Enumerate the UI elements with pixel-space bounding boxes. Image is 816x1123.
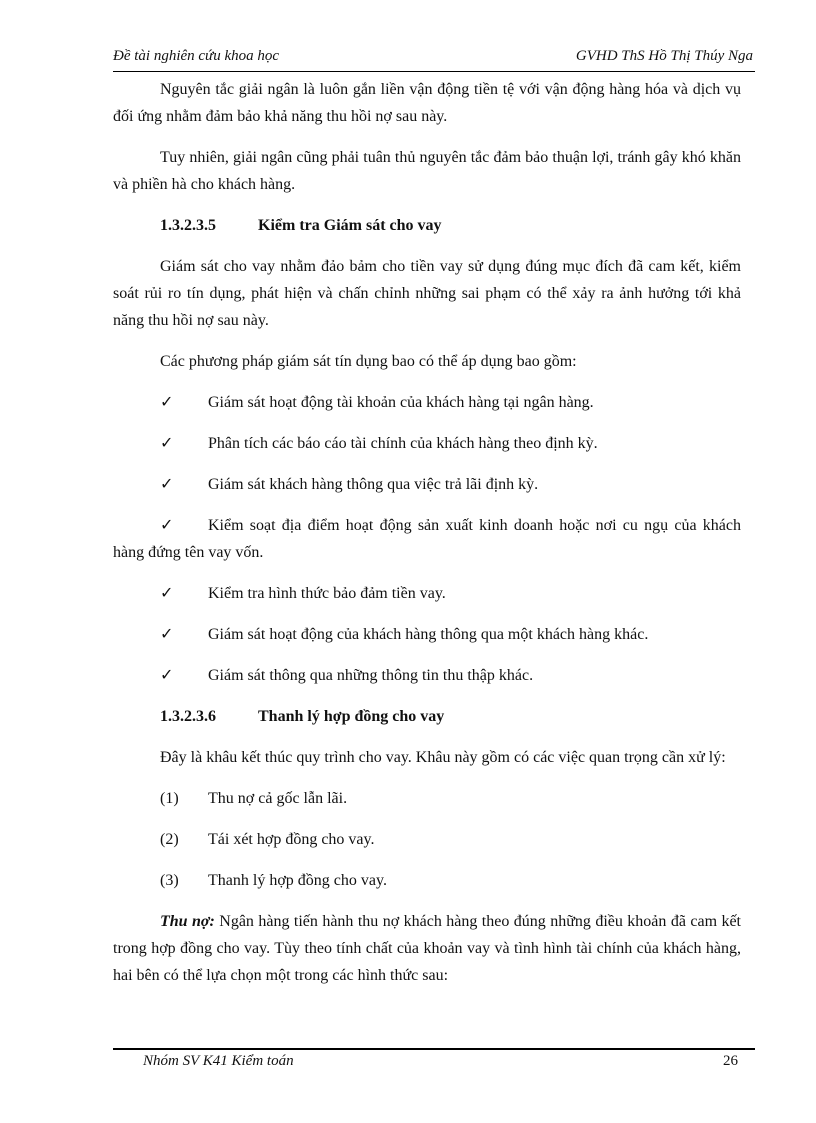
page-header bbox=[113, 48, 753, 72]
section-title: Thanh lý hợp đồng cho vay bbox=[258, 708, 445, 725]
header-advisor: GVHD ThS Hồ Thị Thúy Nga bbox=[575, 48, 753, 64]
header-rule bbox=[113, 71, 755, 72]
list-item: ✓ Giám sát hoạt động của khách hàng thông qua một khách hàng khác. bbox=[113, 621, 741, 648]
checkmark-icon: ✓ bbox=[160, 626, 174, 643]
page-body bbox=[113, 76, 741, 1003]
list-item: (2) Tái xét hợp đồng cho vay. bbox=[160, 826, 741, 853]
list-item: (1) Thu nợ cả gốc lẫn lãi. bbox=[160, 785, 741, 812]
paragraph-disbursement-convenience: Tuy nhiên, giải ngân cũng phải tuân thủ nguyên tắc đảm bảo thuận lợi, tránh gây khó khăn và phiền hà cho khách hàng. bbox=[113, 149, 741, 193]
checkmark-icon: ✓ bbox=[160, 585, 174, 602]
paragraph-liquidation-intro: Đây là khâu kết thúc quy trình cho vay. Khâu này gồm có các việc quan trọng cần xử lý: bbox=[160, 749, 726, 766]
header-title: Đề tài nghiên cứu khoa học bbox=[113, 48, 280, 64]
item-number: (2) bbox=[160, 831, 179, 848]
list-item: ✓ Kiểm tra hình thức bảo đảm tiền vay. bbox=[113, 580, 741, 607]
footer-rule bbox=[113, 1048, 755, 1050]
checkmark-icon: ✓ bbox=[160, 435, 174, 452]
paragraph-supervision-purpose: Giám sát cho vay nhằm đảo bảm cho tiền vay sử dụng đúng mục đích đã cam kết, kiểm soát rủi ro tín dụng, phát hiện và chấn chỉnh những sai phạm có thể xảy ra ảnh hưởng tới khả năng thu hồi nợ sau này. bbox=[113, 258, 741, 329]
paragraph-disbursement-principle: Nguyên tắc giải ngân là luôn gắn liền vận động tiền tệ với vận động hàng hóa và dịch vụ đối ứng nhằm đảm bảo khả năng thu hồi nợ sau này. bbox=[113, 81, 741, 125]
list-item: (3) Thanh lý hợp đồng cho vay. bbox=[160, 867, 741, 894]
section-title: Kiểm tra Giám sát cho vay bbox=[258, 217, 442, 234]
section-number: 1.3.2.3.6 bbox=[160, 708, 216, 725]
checkmark-icon: ✓ bbox=[160, 517, 174, 534]
footer-group: Nhóm SV K41 Kiểm toán bbox=[143, 1053, 294, 1069]
paragraph-supervision-methods: Các phương pháp giám sát tín dụng bao có thể áp dụng bao gồm: bbox=[160, 353, 577, 370]
list-item: ✓ Kiểm soạt địa điểm hoạt động sản xuất kinh doanh hoặc nơi cu ngụ của khách hàng đứng tên vay vốn. bbox=[113, 512, 741, 566]
item-number: (3) bbox=[160, 872, 179, 889]
section-heading-supervision bbox=[160, 212, 741, 239]
checkmark-icon: ✓ bbox=[160, 394, 174, 411]
list-item: ✓ Giám sát thông qua những thông tin thu thập khác. bbox=[113, 662, 741, 689]
section-heading-liquidation bbox=[160, 703, 741, 730]
paragraph-debt-collection: Thu nợ: Ngân hàng tiến hành thu nợ khách hàng theo đúng những điều khoản đã cam kết trong hợp đồng cho vay. Tùy theo tính chất của khoản vay và tình hình tài chính của khách hàng, hai bên có thể lựa chọn một trong các hình thức sau: bbox=[113, 913, 741, 984]
section-number: 1.3.2.3.5 bbox=[160, 217, 216, 234]
page-number: 26 bbox=[723, 1053, 738, 1069]
lead-term: Thu nợ: bbox=[160, 913, 215, 930]
list-item: ✓ Giám sát hoạt động tài khoản của khách hàng tại ngân hàng. bbox=[113, 389, 741, 416]
list-item: ✓ Phân tích các báo cáo tài chính của khách hàng theo định kỳ. bbox=[113, 430, 741, 457]
checkmark-icon: ✓ bbox=[160, 667, 174, 684]
list-item: ✓ Giám sát khách hàng thông qua việc trả lãi định kỳ. bbox=[113, 471, 741, 498]
item-number: (1) bbox=[160, 790, 179, 807]
checkmark-icon: ✓ bbox=[160, 476, 174, 493]
